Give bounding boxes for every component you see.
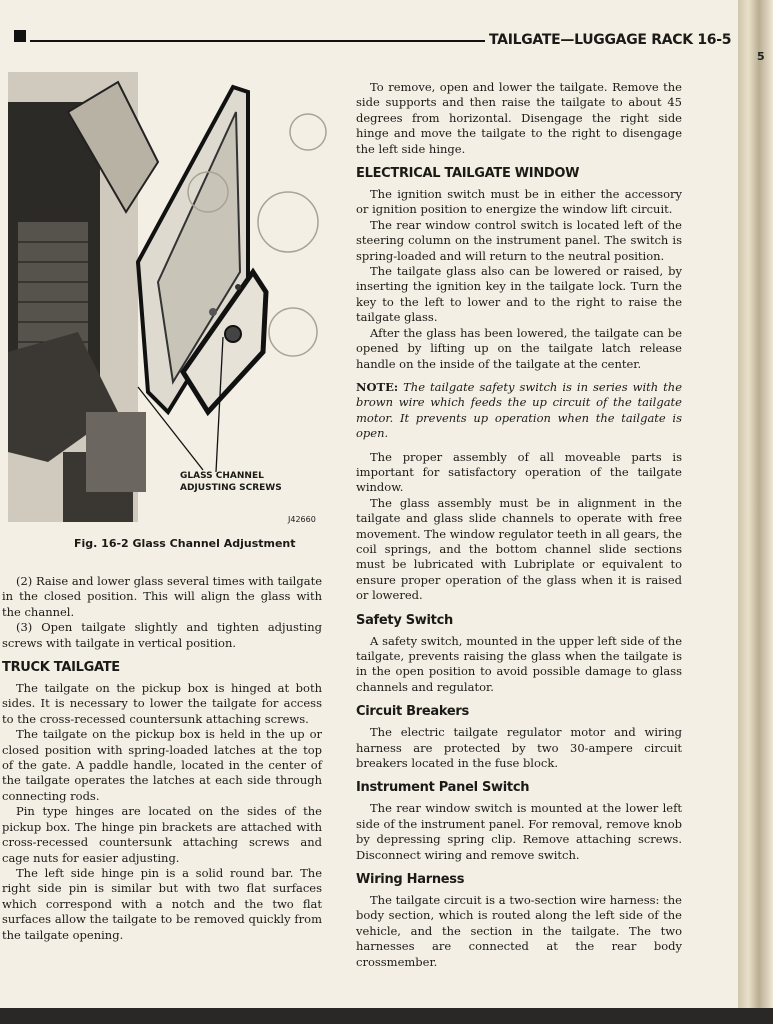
callout-label-line2: ADJUSTING SCREWS [180, 483, 282, 493]
safety-switch-text: A safety switch, mounted in the upper left side of the tailgate, prevents raising the glass when the tailgate is in the open position to avoid possible damage to glass channels and regulator. [356, 633, 682, 694]
electrical-para-3: The tailgate glass also can be lowered or raised, by inserting the ignition key in the tailgate lock. Turn the key to the left to lower and to the right to raise the tailgate glass. [356, 264, 682, 325]
assembly-para-1: The proper assembly of all moveable parts is important for satisfactory operation of the tailgate window. [356, 449, 682, 495]
truck-para-4: The left side hinge pin is a solid round bar. The right side pin is similar but with two flat surfaces which correspond with a notch and the two flat surfaces allow the tailgate to be removed quickly from the tailgate opening. [2, 865, 322, 942]
electrical-para-1: The ignition switch must be in either the accessory or ignition position to energize the window lift circuit. [356, 187, 682, 217]
glass-channel-figure [8, 72, 328, 524]
truck-para-1: The tailgate on the pickup box is hinged at both sides. It is necessary to lower the tailgate for access to the cross-recessed countersunk attaching screws. [2, 681, 322, 726]
figure-part-number: J42660 [288, 515, 316, 524]
heading-instrument-panel-switch: Instrument Panel Switch [356, 780, 530, 796]
heading-electrical-tailgate-window: ELECTRICAL TAILGATE WINDOW [356, 166, 580, 182]
note-label: NOTE: [356, 379, 399, 394]
edge-page-number: 5 [757, 50, 765, 63]
heading-safety-switch: Safety Switch [356, 612, 453, 628]
heading-circuit-breakers: Circuit Breakers [356, 704, 469, 720]
figure-caption: Fig. 16-2 Glass Channel Adjustment [74, 537, 296, 550]
truck-para-2: The tailgate on the pickup box is held in the up or closed position with spring-loaded latches at the top of the gate. A paddle handle, located in the center of the tailgate operates the latches at each side through connecting rods. [2, 727, 322, 803]
right-column [356, 80, 682, 970]
electrical-para-2: The rear window control switch is located left of the steering column on the instrument panel. The switch is spring-loaded and will return to the neutral position. [356, 217, 682, 263]
header-rule [30, 40, 485, 42]
instrument-panel-text: The rear window switch is mounted at the lower left side of the instrument panel. For removal, remove knob by depressing spring clip. Remove attaching screws. Disconnect wiring and remove switch. [356, 801, 682, 862]
page-edge [738, 0, 773, 1024]
callout-label-line1: GLASS CHANNEL [180, 471, 264, 481]
scan-bottom-border [0, 1008, 773, 1024]
circuit-breakers-text: The electric tailgate regulator motor and wiring harness are protected by two 30-ampere circuit breakers located in the fuse block. [356, 725, 682, 771]
electrical-para-4: After the glass has been lowered, the tailgate can be opened by lifting up on the tailgate latch release handle on the inside of the tailgate at the center. [356, 325, 682, 371]
running-header: TAILGATE—LUGGAGE RACK 16-5 [489, 32, 732, 48]
assembly-para-2: The glass assembly must be in alignment in the tailgate and glass slide channels to operate with free movement. The window regulator teeth in all gears, the coil springs, and the bottom channel slide sections must be lubricated with Lubriplate or equivalent to ensure proper operation of the glass when it is raised or lowered. [356, 495, 682, 603]
note-block [356, 380, 682, 442]
step-2-text: (2) Raise and lower glass several times with tailgate in the closed position. This will align the glass with the channel. [2, 574, 322, 619]
step-3-text: (3) Open tailgate slightly and tighten adjusting screws with tailgate in vertical position. [2, 620, 322, 650]
tailgate-illustration [8, 72, 328, 524]
heading-wiring-harness: Wiring Harness [356, 872, 465, 888]
header-mark [14, 30, 26, 42]
truck-para-3: Pin type hinges are located on the sides of the pickup box. The hinge pin brackets are attached with cross-recessed countersunk attaching screws and cage nuts for easier adjusting. [2, 804, 322, 865]
heading-truck-tailgate: TRUCK TAILGATE [2, 660, 120, 676]
left-column [2, 574, 322, 943]
removal-intro: To remove, open and lower the tailgate. Remove the side supports and then raise the tailgate to about 45 degrees from horizontal. Disengage the right side hinge and move the tailgate to the right to disengage the left side hinge. [356, 80, 682, 156]
wiring-harness-text: The tailgate circuit is a two-section wire harness: the body section, which is routed along the left side of the vehicle, and the section in the tailgate. The two harnesses are connected at the rear body crossmember. [356, 893, 682, 969]
note-text: The tailgate safety switch is in series with the brown wire which feeds the up circuit of the tailgate motor. It prevents up operation when the tailgate is open. [356, 379, 683, 441]
